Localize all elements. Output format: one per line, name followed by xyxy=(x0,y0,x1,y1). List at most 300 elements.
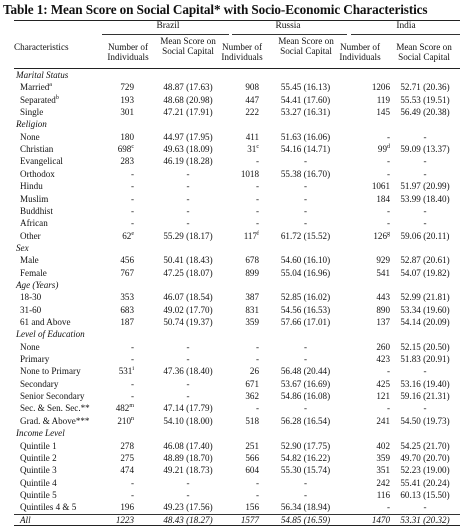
row-label xyxy=(20,501,76,514)
cell-value: - xyxy=(386,366,390,377)
row-label xyxy=(20,193,48,206)
row-label-text: Quintile 2 xyxy=(20,452,57,463)
cell-value: 411 xyxy=(245,131,259,142)
table-row xyxy=(0,291,463,304)
cell-value: 767 xyxy=(120,267,134,278)
brazil-underline xyxy=(102,34,229,35)
cell-value: - xyxy=(386,131,390,142)
cell-value: - xyxy=(303,205,308,216)
row-label-text: Secondary xyxy=(20,378,59,389)
footnote-marker: i xyxy=(132,366,134,373)
cell-value: - xyxy=(255,181,259,192)
russia-number-cell xyxy=(232,217,259,230)
cell-value: 59.09 (13.37) xyxy=(400,144,450,155)
cell-value: - xyxy=(423,156,427,167)
russia-number-cell xyxy=(232,180,259,193)
cell-value: - xyxy=(386,502,390,513)
india-number-cell xyxy=(345,415,390,428)
cell-value: 890 xyxy=(376,304,390,315)
russia-mean-cell xyxy=(266,341,345,354)
row-label-text: Quintiles 4 & 5 xyxy=(20,502,77,513)
russia-number-cell xyxy=(232,477,259,490)
row-label xyxy=(20,477,57,490)
cell-value: 402 xyxy=(376,440,390,451)
india-number-cell xyxy=(345,180,390,193)
cell-value: - xyxy=(386,156,390,167)
cell-value: 54.85 (16.59) xyxy=(280,514,331,525)
section-label xyxy=(16,242,29,255)
table-row xyxy=(0,365,463,378)
brazil-mean-cell xyxy=(150,81,226,94)
brazil-mean-cell xyxy=(150,501,226,514)
brazil-mean-cell xyxy=(150,267,226,280)
brazil-mean-cell xyxy=(150,205,226,218)
row-label-text: Married xyxy=(20,82,50,93)
cell-value: 899 xyxy=(245,267,259,278)
row-label-text: African xyxy=(20,218,48,229)
russia-mean-cell xyxy=(266,143,345,156)
russia-number-cell xyxy=(232,205,259,218)
cell-value: - xyxy=(303,354,308,365)
cell-value: 729 xyxy=(120,82,134,93)
cell-value: 251 xyxy=(245,440,259,451)
india-mean-cell xyxy=(387,477,463,490)
cell-value: 54.86 (16.08) xyxy=(280,391,331,402)
brazil-number-cell xyxy=(100,131,134,144)
cell-value: 117 xyxy=(243,230,257,241)
row-label-text: All xyxy=(20,514,31,525)
table-row xyxy=(0,304,463,317)
india-number-cell xyxy=(345,452,390,465)
cell-value: 531 xyxy=(118,366,133,377)
brazil-mean-cell xyxy=(150,155,226,168)
india-number-cell xyxy=(345,316,390,329)
brazil-mean-cell xyxy=(150,291,226,304)
row-label-text: Buddhist xyxy=(20,205,53,216)
cell-value: 54.25 (21.70) xyxy=(400,440,450,451)
country-header-india: India xyxy=(396,21,416,31)
india-mean-cell xyxy=(387,217,463,230)
russia-number-cell xyxy=(232,501,259,514)
brazil-number-cell xyxy=(100,106,134,119)
row-label xyxy=(20,464,57,477)
row-label-text: Hindu xyxy=(20,181,43,192)
russia-number-cell xyxy=(232,415,259,428)
cell-value: - xyxy=(130,341,134,352)
brazil-number-cell xyxy=(100,143,134,156)
russia-underline xyxy=(232,34,347,35)
cell-value: 54.50 (19.73) xyxy=(400,415,450,426)
india-number-cell xyxy=(345,106,390,119)
row-label-text: Quintile 5 xyxy=(20,489,57,500)
russia-number-cell xyxy=(232,378,259,391)
russia-number-cell xyxy=(232,304,259,317)
row-label xyxy=(20,378,58,391)
india-mean-cell xyxy=(387,291,463,304)
cell-value: 48.68 (20.98) xyxy=(163,94,213,105)
cell-value: 222 xyxy=(245,107,259,118)
table-row xyxy=(0,402,463,415)
cell-value: - xyxy=(255,218,259,229)
table-row xyxy=(0,489,463,502)
cell-value: 359 xyxy=(245,317,259,327)
row-label xyxy=(20,81,52,94)
cell-value: 53.67 (16.69) xyxy=(280,378,331,389)
bottom-rule xyxy=(14,525,460,526)
russia-number-cell xyxy=(232,193,259,206)
cell-value: 541 xyxy=(376,267,390,278)
russia-number-cell xyxy=(232,440,259,453)
cell-value: 54.07 (19.82) xyxy=(400,267,450,278)
cell-value: 47.14 (17.79) xyxy=(163,403,213,414)
cell-value: 49.70 (20.70) xyxy=(400,452,450,463)
cell-value: 187 xyxy=(120,317,134,327)
cell-value: - xyxy=(303,341,308,352)
row-label-text: Quintile 4 xyxy=(20,477,57,488)
row-label-text: None to Primary xyxy=(20,366,81,377)
russia-mean-cell xyxy=(266,316,345,329)
india-mean-cell xyxy=(387,489,463,502)
india-number-cell xyxy=(345,402,390,415)
table-row xyxy=(0,390,463,403)
cell-value: - xyxy=(130,181,134,192)
cell-value: 698 xyxy=(117,144,132,155)
russia-mean-cell xyxy=(266,291,345,304)
brazil-mean-cell xyxy=(150,390,226,403)
india-number-cell xyxy=(345,378,390,391)
row-label-text: Sec. & Sen. Sec.** xyxy=(20,403,90,414)
brazil-mean-cell xyxy=(150,452,226,465)
brazil-number-cell xyxy=(100,477,134,490)
brazil-mean-cell xyxy=(150,143,226,156)
cell-value: - xyxy=(255,193,259,204)
brazil-number-cell xyxy=(100,267,134,280)
cell-value: 50.74 (19.37) xyxy=(163,317,213,327)
cell-value: 99 xyxy=(377,144,387,155)
footnote-marker: n xyxy=(131,415,134,422)
brazil-mean-cell xyxy=(150,254,226,267)
cell-value: 48.43 (18.27) xyxy=(163,514,213,525)
row-label xyxy=(20,353,49,366)
cell-value: 26 xyxy=(249,366,259,377)
cell-value: 55.45 (16.13) xyxy=(280,82,331,93)
india-number-cell xyxy=(345,464,390,477)
cell-value: 54.56 (16.53) xyxy=(280,304,331,315)
cell-value: - xyxy=(423,131,427,142)
cell-value: 678 xyxy=(245,255,259,266)
cell-value: 671 xyxy=(245,378,259,389)
russia-mean-cell xyxy=(266,193,345,206)
row-label xyxy=(20,365,81,378)
cell-value: - xyxy=(130,477,134,488)
cell-value: - xyxy=(423,168,427,179)
characteristics-header: Characteristics xyxy=(14,42,69,52)
russia-number-cell xyxy=(232,106,259,119)
cell-value: 52.87 (20.61) xyxy=(400,255,450,266)
footnote-marker: f xyxy=(257,230,259,237)
cell-value: 1061 xyxy=(371,181,390,192)
india-number-cell xyxy=(345,205,390,218)
cell-value: - xyxy=(423,218,427,229)
cell-value: 53.34 (19.60) xyxy=(400,304,450,315)
cell-value: 54.16 (14.71) xyxy=(280,144,331,155)
brazil-mean-cell xyxy=(150,440,226,453)
table-row xyxy=(0,143,463,156)
india-number-cell xyxy=(345,193,390,206)
russia-mean-cell xyxy=(266,180,345,193)
cell-value: 908 xyxy=(245,82,259,93)
row-label-text: Level of Education xyxy=(16,329,85,340)
russia-mean-cell xyxy=(266,402,345,415)
row-label-text: Orthodox xyxy=(20,168,55,179)
footnote-marker: b xyxy=(55,94,59,101)
russia-mean-cell xyxy=(266,378,345,391)
russia-mean-cell xyxy=(266,155,345,168)
cell-value: - xyxy=(186,391,190,402)
russia-mean-cell xyxy=(266,168,345,181)
russia-number-cell xyxy=(232,230,259,243)
table-row xyxy=(0,316,463,329)
cell-value: 54.60 (16.10) xyxy=(280,255,331,266)
russia-mean-cell xyxy=(266,464,345,477)
india-mean-cell xyxy=(387,464,463,477)
india-number-cell xyxy=(345,353,390,366)
table-row xyxy=(0,353,463,366)
brazil-number-cell xyxy=(100,81,134,94)
cell-value: 60.13 (15.50) xyxy=(400,489,450,500)
brazil-number-cell xyxy=(100,316,134,329)
brazil-mean-cell xyxy=(150,180,226,193)
cell-value: 683 xyxy=(120,304,134,315)
cell-value: 49.21 (18.73) xyxy=(163,465,213,476)
table-row xyxy=(0,230,463,243)
russia-number-cell xyxy=(232,316,259,329)
cell-value: - xyxy=(386,218,390,229)
cell-value: - xyxy=(423,366,427,377)
india-number-cell xyxy=(345,230,390,243)
row-label xyxy=(20,180,43,193)
table-row xyxy=(0,501,463,514)
russia-number-cell xyxy=(232,168,259,181)
brazil-number-cell xyxy=(100,464,134,477)
cell-value: 55.41 (20.24) xyxy=(400,477,450,488)
india-number-cell xyxy=(345,291,390,304)
cell-value: 56.34 (18.94) xyxy=(280,502,331,513)
russia-number-cell xyxy=(232,94,259,107)
cell-value: - xyxy=(386,168,390,179)
brazil-mean-cell xyxy=(150,131,226,144)
cell-value: 54.82 (16.22) xyxy=(280,452,331,463)
cell-value: - xyxy=(186,168,190,179)
cell-value: 156 xyxy=(245,502,259,513)
cell-value: 362 xyxy=(245,391,259,402)
cell-value: - xyxy=(186,193,190,204)
footnote-marker: e xyxy=(131,230,134,237)
row-label-text: Other xyxy=(20,230,41,241)
india-number-cell xyxy=(345,168,390,181)
brazil-mean-cell xyxy=(150,304,226,317)
cell-value: 50.41 (18.43) xyxy=(163,255,213,266)
brazil-number-header: Number of Individuals xyxy=(107,42,149,62)
table-title: Table 1: Mean Score on Social Capital* with Socio-Economic Characteristics xyxy=(3,2,428,17)
row-label-text: Income Level xyxy=(16,428,65,439)
india-mean-cell xyxy=(387,378,463,391)
row-label xyxy=(20,205,53,218)
cell-value: 56.49 (20.38) xyxy=(400,107,450,118)
cell-value: 52.15 (20.50) xyxy=(400,341,450,352)
india-underline xyxy=(351,34,460,35)
russia-mean-cell xyxy=(266,477,345,490)
russia-mean-cell xyxy=(266,353,345,366)
cell-value: - xyxy=(186,477,190,488)
cell-value: 443 xyxy=(376,292,390,303)
russia-number-header: Number of Individuals xyxy=(221,42,263,62)
cell-value: - xyxy=(255,341,259,352)
cell-value: 47.25 (18.07) xyxy=(163,267,213,278)
cell-value: 55.38 (16.70) xyxy=(280,168,331,179)
india-mean-cell xyxy=(387,440,463,453)
table-row xyxy=(0,106,463,119)
table-row xyxy=(0,205,463,218)
section-header-row xyxy=(0,427,463,440)
india-number-cell xyxy=(345,94,390,107)
cell-value: - xyxy=(130,168,134,179)
cell-value: - xyxy=(186,205,190,216)
cell-value: 301 xyxy=(120,107,134,118)
brazil-number-cell xyxy=(100,291,134,304)
cell-value: 275 xyxy=(120,452,134,463)
russia-number-cell xyxy=(232,267,259,280)
row-label-text: Age (Years) xyxy=(16,279,59,290)
cell-value: 353 xyxy=(120,292,134,303)
cell-value: 423 xyxy=(376,354,390,365)
brazil-number-cell xyxy=(100,452,134,465)
row-label xyxy=(20,341,40,354)
row-label xyxy=(20,452,57,465)
india-mean-cell xyxy=(387,143,463,156)
india-mean-cell xyxy=(387,365,463,378)
brazil-number-cell xyxy=(100,402,134,415)
row-label-text: Female xyxy=(20,267,47,278)
cell-value: 46.07 (18.54) xyxy=(163,292,213,303)
russia-mean-cell xyxy=(266,415,345,428)
row-label xyxy=(20,291,41,304)
cell-value: - xyxy=(130,391,134,402)
cell-value: - xyxy=(186,354,190,365)
cell-value: - xyxy=(386,205,390,216)
row-label-text: Primary xyxy=(20,354,50,365)
cell-value: 1223 xyxy=(115,514,134,525)
footnote-marker: a xyxy=(49,82,52,89)
cell-value: 351 xyxy=(376,465,390,476)
brazil-mean-cell xyxy=(150,106,226,119)
cell-value: 474 xyxy=(120,465,134,476)
row-label xyxy=(20,230,41,243)
row-label-text: Quintile 3 xyxy=(20,465,57,476)
cell-value: 31 xyxy=(247,144,257,155)
russia-mean-cell xyxy=(266,230,345,243)
russia-mean-cell xyxy=(266,440,345,453)
cell-value: - xyxy=(303,181,308,192)
cell-value: 137 xyxy=(376,317,390,327)
cell-value: 56.28 (16.54) xyxy=(280,415,331,426)
section-header-row xyxy=(0,328,463,341)
cell-value: 1206 xyxy=(371,82,390,93)
brazil-number-cell xyxy=(100,489,134,502)
section-header-row xyxy=(0,279,463,292)
russia-number-cell xyxy=(232,291,259,304)
india-number-cell xyxy=(345,254,390,267)
cell-value: 53.31 (20.32) xyxy=(400,514,450,525)
table-row xyxy=(0,440,463,453)
brazil-number-cell xyxy=(100,180,134,193)
cell-value: 52.71 (20.36) xyxy=(400,82,450,93)
table-row xyxy=(0,94,463,107)
india-number-cell xyxy=(345,81,390,94)
footnote-marker: c xyxy=(131,144,134,151)
footnote-marker: d xyxy=(387,144,390,151)
russia-mean-cell xyxy=(266,94,345,107)
india-number-cell xyxy=(345,501,390,514)
table-row xyxy=(0,267,463,280)
russia-mean-cell xyxy=(266,254,345,267)
cell-value: 53.99 (18.40) xyxy=(400,193,450,204)
india-mean-cell xyxy=(387,81,463,94)
cell-value: 46.19 (18.28) xyxy=(163,156,213,167)
cell-value: - xyxy=(130,378,134,389)
cell-value: 278 xyxy=(120,440,134,451)
brazil-number-cell xyxy=(100,168,134,181)
brazil-mean-cell xyxy=(150,365,226,378)
row-label xyxy=(20,402,90,415)
brazil-number-cell xyxy=(100,155,134,168)
cell-value: 518 xyxy=(245,415,259,426)
cell-value: 49.02 (17.70) xyxy=(163,304,213,315)
cell-value: 51.63 (16.06) xyxy=(280,131,331,142)
brazil-number-cell xyxy=(100,193,134,206)
brazil-number-cell xyxy=(100,365,134,378)
india-mean-cell xyxy=(387,180,463,193)
cell-value: - xyxy=(130,218,134,229)
cell-value: 48.87 (17.63) xyxy=(163,82,213,93)
cell-value: 1470 xyxy=(371,514,390,525)
row-label xyxy=(20,168,55,181)
cell-value: 193 xyxy=(120,94,134,105)
russia-number-cell xyxy=(232,131,259,144)
brazil-mean-cell xyxy=(150,341,226,354)
cell-value: 55.53 (19.51) xyxy=(400,94,450,105)
india-mean-cell xyxy=(387,94,463,107)
cell-value: 48.89 (18.70) xyxy=(163,452,213,463)
india-mean-cell xyxy=(387,193,463,206)
row-label-text: Grad. & Above*** xyxy=(20,415,90,426)
row-label-text: Quintile 1 xyxy=(20,440,57,451)
cell-value: 55.29 (18.17) xyxy=(163,230,213,241)
section-label xyxy=(16,69,68,82)
row-label-text: Separated xyxy=(20,94,56,105)
row-label-text: Single xyxy=(20,107,44,118)
row-label-text: Sex xyxy=(16,242,29,253)
section-label xyxy=(16,118,47,131)
table-row xyxy=(0,180,463,193)
india-mean-cell xyxy=(387,168,463,181)
cell-value: 126 xyxy=(373,230,387,241)
brazil-number-cell xyxy=(100,230,134,243)
russia-mean-cell xyxy=(266,390,345,403)
cell-value: 51.83 (20.91) xyxy=(400,354,450,365)
india-mean-cell xyxy=(387,254,463,267)
row-label xyxy=(20,390,84,403)
